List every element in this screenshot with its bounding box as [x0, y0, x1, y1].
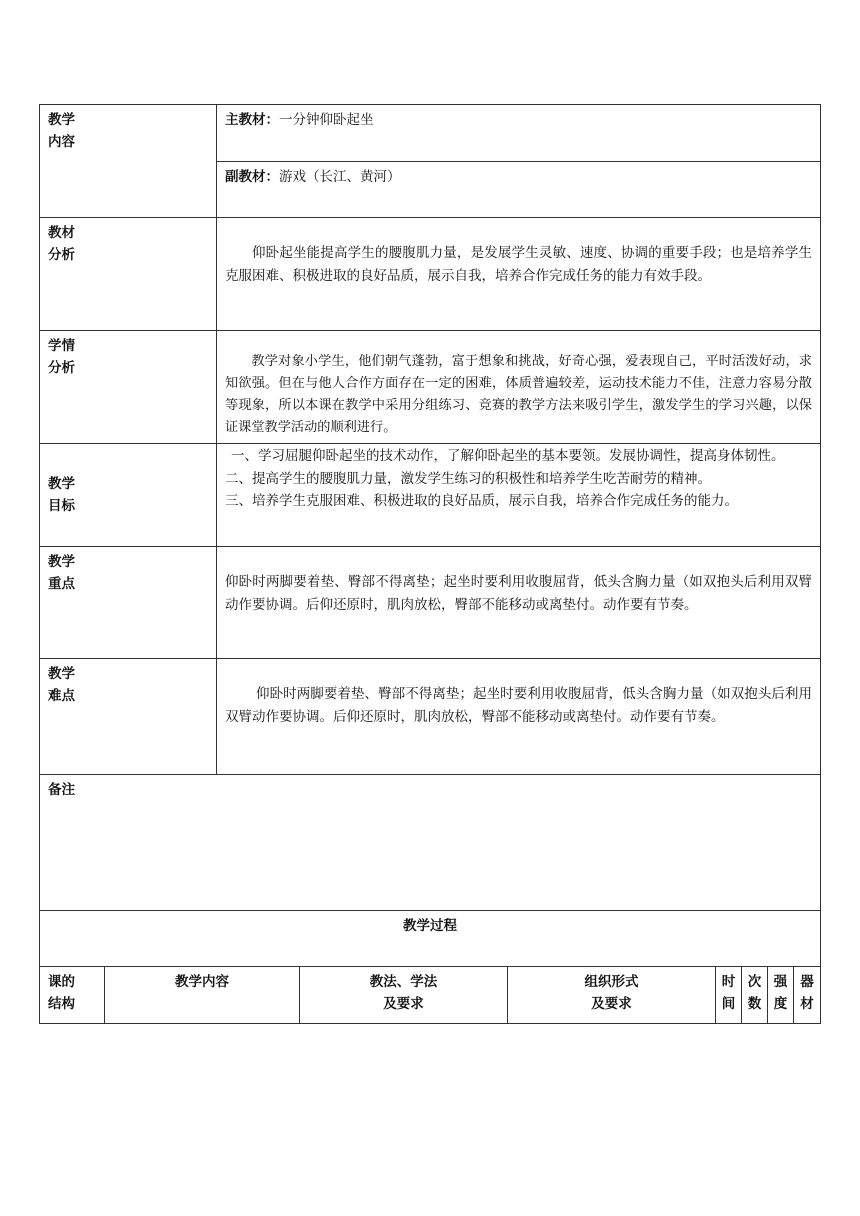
process-title-cell	[40, 911, 821, 967]
objectives-cell	[217, 444, 821, 547]
col-count: 次 数	[742, 967, 768, 1024]
student-analysis-text: 教学对象小学生，他们朝气蓬勃，富于想象和挑战，好奇心强，爱表现自己，平时活泼好动，求知欲强。但在与他人合作方面存在一定的困难，体质普遍较差，运动技术能力不佳，注意力容易分散等现象，所以本课在教学中采用分组练习、竞赛的教学方法来吸引学生，激发学生的学习兴趣，以保证课堂教学活动的顺利进行。	[225, 354, 812, 435]
sub-material-value: 游戏（长江、黄河）	[279, 169, 401, 185]
key-points-label: 教学 重点	[40, 547, 217, 659]
student-analysis-label: 学情 分析	[40, 331, 217, 444]
col-intensity: 强 度	[768, 967, 794, 1024]
sub-material-cell	[217, 162, 821, 218]
sub-material-key: 副教材：	[225, 169, 279, 185]
objectives-label: 教学 目标	[40, 444, 217, 547]
key-points-text: 仰卧时两脚要着垫、臀部不得离垫；起坐时要利用收腹屈背，低头含胸力量（如双抱头后利用双臂动作要协调。后仰还原时，肌肉放松，臀部不能移动或离垫付。动作要有节奏。	[225, 574, 812, 613]
remarks-label: 备注	[48, 782, 75, 798]
difficulties-text: 仰卧时两脚要着垫、臀部不得离垫；起坐时要利用收腹屈背，低头含胸力量（如双抱头后利用双臂动作要协调。后仰还原时，肌肉放松，臀部不能移动或离垫付。动作要有节奏。	[225, 686, 812, 725]
key-points-cell	[217, 547, 821, 659]
col-equipment: 器 材	[794, 967, 821, 1024]
remarks-cell	[40, 775, 821, 911]
main-material-cell	[217, 105, 821, 162]
col-methods: 教法、学法 及要求	[300, 967, 508, 1024]
main-material-value: 一分钟仰卧起坐	[279, 112, 374, 128]
material-analysis-text: 仰卧起坐能提高学生的腰腹肌力量，是发展学生灵敏、速度、协调的重要手段；也是培养学生克服困难、积极进取的良好品质，展示自我，培养合作完成任务的能力有效手段。	[225, 245, 812, 284]
material-analysis-label: 教材 分析	[40, 218, 217, 331]
col-content: 教学内容	[105, 967, 300, 1024]
difficulties-cell	[217, 659, 821, 775]
col-organization: 组织形式 及要求	[508, 967, 716, 1024]
objective-item-1: 一、学习屈腿仰卧起坐的技术动作，了解仰卧起坐的基本要领。发展协调性，提高身体韧性。	[231, 448, 785, 464]
student-analysis-cell	[217, 331, 821, 444]
objective-item-3: 三、培养学生克服困难、积极进取的良好品质，展示自我，培养合作完成任务的能力。	[225, 493, 738, 509]
col-structure: 课的 结构	[40, 967, 105, 1024]
col-time: 时 间	[716, 967, 742, 1024]
process-header-table	[39, 966, 821, 1024]
main-material-key: 主教材：	[225, 112, 279, 128]
lesson-plan-page	[39, 104, 820, 1024]
objective-item-2: 二、提高学生的腰腹肌力量，激发学生练习的积极性和培养学生吃苦耐劳的精神。	[225, 470, 711, 487]
content-label: 教学 内容	[40, 105, 217, 218]
difficulties-label: 教学 难点	[40, 659, 217, 775]
material-analysis-cell	[217, 218, 821, 331]
process-title: 教学过程	[403, 918, 457, 934]
lesson-plan-table	[39, 104, 821, 967]
